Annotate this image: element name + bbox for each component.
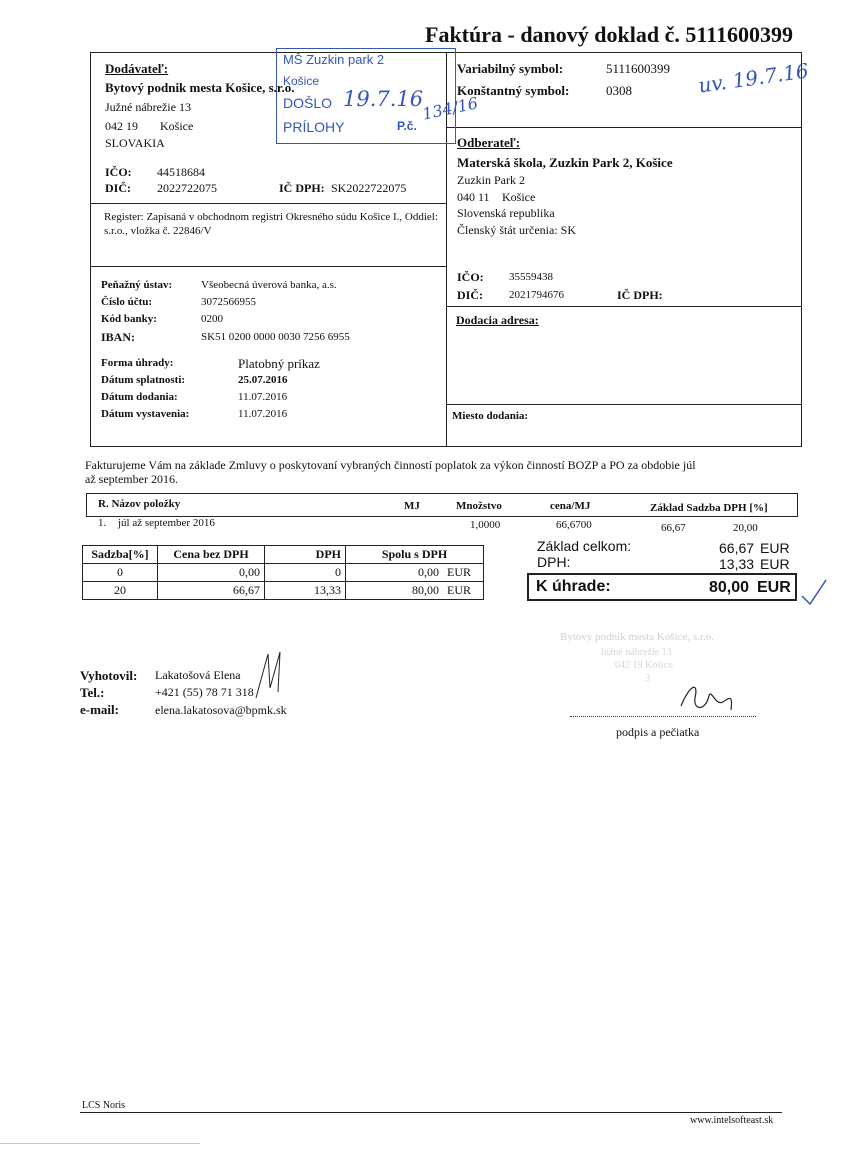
issuer-made-label: Vyhotovil: — [80, 668, 138, 683]
vat-table-row — [83, 564, 484, 582]
register-separator — [90, 266, 446, 267]
vat-total: 80,00 — [346, 582, 444, 600]
vat-header-net: Cena bez DPH — [158, 546, 265, 564]
issuer-email: elena.lakatosova@bpmk.sk — [155, 703, 287, 717]
delivery-address-label: Dodacia adresa: — [456, 313, 539, 327]
item-number: 1. — [98, 517, 107, 529]
vat-header-total: Spolu s DPH — [346, 546, 484, 564]
customer-city: Košice — [502, 190, 536, 204]
bank-account: 3072566955 — [201, 296, 256, 308]
customer-street: Zuzkin Park 2 — [457, 173, 525, 187]
symbols-separator — [446, 127, 802, 128]
supplier-street: Južné nábrežie 13 — [105, 100, 191, 114]
payment-delivery-label: Dátum dodania: — [101, 391, 178, 403]
bank-iban: SK51 0200 0000 0030 7256 6955 — [201, 331, 350, 343]
amount-due-box — [527, 573, 797, 601]
issuer-email-label: e-mail: — [80, 702, 119, 717]
bank-code: 0200 — [201, 313, 223, 325]
company-stamp-line2: Južné nábrežie 13 — [600, 647, 672, 658]
supplier-icdph: SK2022722075 — [331, 181, 407, 195]
customer-separator — [446, 306, 802, 307]
invoice-title: Faktúra - danový doklad č. 5111600399 — [425, 22, 793, 47]
vat-net: 66,67 — [158, 582, 265, 600]
customer-icdph-label: IČ DPH: — [617, 288, 663, 302]
customer-dic: 2021794676 — [509, 289, 564, 301]
customer-member-state: Členský štát určenia: SK — [457, 223, 576, 237]
payment-due-label: Dátum splatnosti: — [101, 374, 186, 386]
company-stamp-line4: 3 — [645, 673, 650, 684]
totals-base-currency: EUR — [760, 540, 790, 556]
customer-name: Materská škola, Zuzkin Park 2, Košice — [457, 155, 673, 170]
customer-heading: Odberateľ: — [457, 135, 521, 150]
totals-vat-currency: EUR — [760, 556, 790, 572]
stamp-pc-label: P.č. — [397, 119, 417, 133]
supplier-ico-label: IČO: — [105, 165, 132, 179]
variable-symbol-label: Variabilný symbol: — [457, 61, 564, 76]
supplier-country: SLOVAKIA — [105, 136, 165, 150]
stamp-attachments-label: PRÍLOHY — [283, 119, 345, 135]
vat-table-header — [83, 546, 484, 564]
delivery-place-label: Miesto dodania: — [452, 410, 529, 422]
bank-institution-label: Peňažný ústav: — [101, 279, 173, 291]
footer-left: LCS Noris — [82, 1100, 126, 1111]
bank-iban-label: IBAN: — [101, 330, 136, 344]
customer-country: Slovenská republika — [457, 206, 555, 220]
ids-separator — [90, 203, 446, 204]
bank-code-label: Kód banky: — [101, 313, 157, 325]
vat-summary-table — [82, 545, 484, 600]
issuer-made: Lakatošová Elena — [155, 668, 241, 682]
vat-total: 0,00 — [346, 564, 444, 582]
supplier-zip: 042 19 — [105, 119, 138, 133]
item-qty: 1,0000 — [470, 519, 501, 531]
totals-vat-label: DPH: — [537, 554, 571, 570]
items-col-name: R. Názov položky — [98, 498, 181, 510]
bank-account-label: Číslo účtu: — [101, 296, 153, 308]
footer-line — [80, 1112, 782, 1113]
supplier-name: Bytový podnik mesta Košice, s.r.o. — [105, 80, 295, 95]
payment-form-label: Forma úhrady: — [101, 357, 174, 369]
vat-table-row — [83, 582, 484, 600]
payment-form: Platobný príkaz — [238, 356, 320, 371]
constant-symbol-label: Konštantný symbol: — [457, 83, 570, 98]
supplier-dic: 2022722075 — [157, 181, 217, 195]
check-mark-icon — [800, 578, 828, 606]
variable-symbol: 5111600399 — [606, 61, 671, 76]
vat-rate: 20 — [83, 582, 158, 600]
customer-zip: 040 11 — [457, 190, 490, 204]
totals-vat: 13,33 — [719, 556, 755, 572]
vat-currency: EUR — [443, 564, 484, 582]
item-price: 66,6700 — [556, 519, 592, 531]
customer-ico: 35559438 — [509, 271, 553, 283]
vat-header-rate: Sadzba[%] — [83, 546, 158, 564]
items-col-qty: Množstvo — [456, 500, 502, 512]
items-col-mj: MJ — [404, 500, 420, 512]
item-name: júl až september 2016 — [118, 517, 215, 529]
item-base: 66,67 — [661, 522, 686, 534]
stamp-received-label: DOŠLO — [283, 95, 333, 111]
handwritten-date: uv. 19.7.16 — [696, 58, 810, 98]
vat-currency: EUR — [443, 582, 484, 600]
signature-line — [570, 716, 756, 717]
footer-right: www.intelsofteast.sk — [690, 1115, 774, 1126]
intro-text-line1: Fakturujeme Vám na základe Zmluvy o poskytovaní vybraných činností poplatok za výkon činností BOZP a PO za obdobie júl — [85, 458, 696, 472]
customer-ico-label: IČO: — [457, 270, 484, 284]
company-stamp-line1: Bytový podnik mesta Košice, s.r.o. — [560, 631, 714, 643]
signature-label: podpis a pečiatka — [616, 725, 700, 739]
totals-base-label: Základ celkom: — [537, 538, 632, 554]
payment-due: 25.07.2016 — [238, 374, 288, 386]
items-col-base-rate: Základ Sadzba DPH [%] — [650, 502, 768, 514]
stamp-pc-value: 134/16 — [420, 93, 480, 124]
amount-due-currency: EUR — [757, 579, 791, 596]
customer-dic-label: DIČ: — [457, 288, 483, 302]
supplier-heading: Dodávateľ: — [105, 61, 169, 76]
vat-net: 0,00 — [158, 564, 265, 582]
supplier-dic-label: DIČ: — [105, 181, 131, 195]
stamp-line1: MŠ Zuzkin park 2 — [283, 52, 385, 67]
totals-base: 66,67 — [719, 540, 755, 556]
company-stamp-line3: 042 19 Košice — [615, 660, 673, 671]
supplier-ico: 44518684 — [157, 165, 205, 179]
issuer-tel: +421 (55) 78 71 318 — [155, 685, 254, 699]
supplier-city: Košice — [160, 119, 194, 133]
items-col-price: cena/MJ — [550, 500, 591, 512]
amount-due-label: K úhrade: — [536, 578, 611, 595]
stamp-received-date: 19.7.16 — [343, 87, 424, 111]
issuer-signature-icon — [248, 648, 288, 708]
issuer-tel-label: Tel.: — [80, 685, 105, 700]
item-rate: 20,00 — [733, 522, 758, 534]
supplier-icdph-label: IČ DPH: — [279, 181, 325, 195]
vat-rate: 0 — [83, 564, 158, 582]
stamp-line2: Košice — [283, 74, 320, 88]
payment-issue: 11.07.2016 — [238, 408, 288, 420]
amount-due: 80,00 — [709, 579, 750, 596]
received-stamp — [276, 48, 480, 144]
scan-edge-line — [0, 1143, 200, 1144]
vat-amount: 0 — [265, 564, 346, 582]
payment-delivery: 11.07.2016 — [238, 391, 288, 403]
delivery-separator — [446, 404, 802, 405]
supplier-register: Register: Zapísaná v obchodnom registri Okresného súdu Košice I., Oddiel: s.r.o., vložka č. 22846/V — [104, 211, 438, 237]
constant-symbol: 0308 — [606, 83, 632, 98]
payment-issue-label: Dátum vystavenia: — [101, 408, 190, 420]
bank-institution: Všeobecná úverová banka, a.s. — [201, 279, 337, 291]
vat-amount: 13,33 — [265, 582, 346, 600]
vat-header-vat: DPH — [265, 546, 346, 564]
intro-text-line2: až september 2016. — [85, 472, 178, 486]
